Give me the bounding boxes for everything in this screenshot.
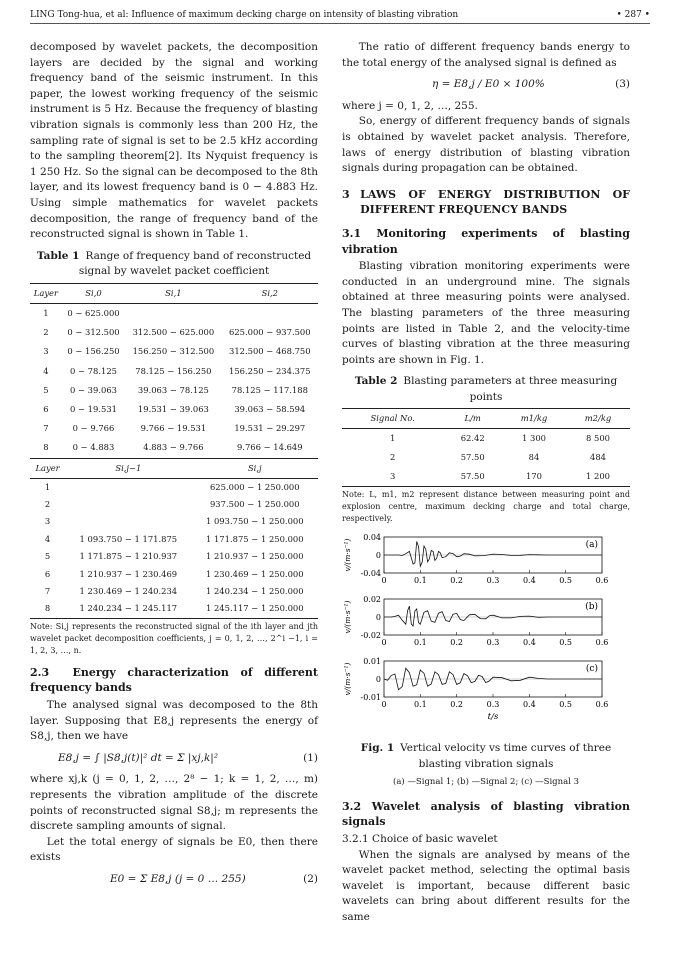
right-column (342, 40, 630, 926)
table-cell: 57.50 (460, 452, 485, 463)
table-cell (222, 303, 318, 323)
table-row (30, 478, 318, 496)
table-cell: 1 171.875 − 1 210.937 (79, 551, 178, 562)
y-tick-label: 0 (375, 551, 381, 561)
figure1-caption: Fig. 1 Vertical velocity vs time curves of three blasting vibration signals (360, 742, 612, 770)
table-cell: 1 200 (566, 467, 630, 487)
paragraph: where j = 0, 1, 2, …, 255. (342, 99, 478, 112)
table-cell: 19.531 − 29.297 (234, 423, 306, 434)
table-header: Layer (30, 283, 62, 303)
x-tick-label: 0.4 (522, 700, 536, 710)
table-row (342, 467, 630, 487)
x-tick-label: 0.5 (559, 700, 573, 710)
table-header: m2/kg (566, 409, 630, 429)
paragraph: decomposed by wavelet packets, the decomposition layers are decided by the signal and working frequency band of the seismic instrument. In this paper, the lowest working frequency of the seismic instrument is 5 Hz. Because the frequency of blasting vibration signals is commonly less than 200 Hz, the sampling rate of signal is set to be 2.5 kHz according to the sampling theorem[2]. Its Nyquist frequency is 1 250 Hz. So the signal can be decomposed to the 8th layer, and its lowest frequency band is 0 − 4.883 Hz. Using simple mathematics for wavelet packets decomposition, the range of frequency band of the reconstructed signal is shown in Table 1. (30, 41, 318, 241)
x-tick-label: 0.2 (450, 576, 464, 586)
figure-1-chart (342, 533, 630, 729)
table-row (30, 496, 318, 513)
table-cell: 156.250 − 234.375 (228, 365, 311, 376)
x-tick-label: 0.6 (595, 576, 609, 586)
table-header: Signal No. (342, 409, 443, 429)
table-row (30, 600, 318, 618)
table-cell: 2 (44, 498, 51, 509)
x-tick-label: 0.3 (486, 700, 500, 710)
table-cell: 1 230.469 − 1 250.000 (205, 568, 304, 579)
table1-part-b (30, 458, 318, 619)
table1-caption: Table 1 Range of frequency band of reconstructed signal by wavelet packet coefficient (36, 249, 312, 278)
table-cell: 84 (528, 452, 540, 463)
x-axis-label: t/s (487, 712, 499, 723)
x-tick-label: 0 (381, 638, 387, 648)
table-cell: 5 (43, 384, 49, 395)
table-cell: 0 − 19.531 (70, 403, 117, 414)
table-cell: 4 (44, 533, 51, 544)
table-cell: 1 210.937 − 1 250.000 (205, 551, 304, 562)
table-row (30, 362, 318, 381)
table-cell: 1 210.937 − 1 230.469 (79, 568, 178, 579)
x-tick-label: 0 (381, 700, 387, 710)
table-cell: 1 (43, 307, 49, 318)
table-cell (65, 478, 191, 496)
y-tick-label: 0.02 (363, 595, 381, 605)
paragraph: Blasting vibration monitoring experiments were conducted in an underground mine. The signals obtained at three measuring points were analysed. The blasting parameters of the three measuring points are listed in Table 2, and the velocity-time curves of blasting vibration at the three measuring points are shown in Fig. 1. (342, 260, 630, 366)
y-tick-label: 0.01 (363, 657, 381, 667)
section-heading-3-2: 3.2 Wavelet analysis of blasting vibration signals (342, 799, 630, 829)
series-line (384, 607, 602, 627)
table-cell: 0 − 78.125 (70, 365, 117, 376)
section-heading-2-3: 2.3 Energy characterization of different frequency bands (30, 665, 318, 695)
table-cell: 3 (44, 516, 51, 527)
table-cell: 1 (44, 481, 51, 492)
equation-2: E0 = Σ E8,j (j = 0 … 255) (2) (110, 872, 318, 885)
equation-1: E8,j = ∫ |S8,j(t)|² dt = Σ |xj,k|² (1) (58, 751, 318, 764)
subsection-heading-3-2-1: 3.2.1 Choice of basic wavelet (342, 833, 498, 846)
table-cell: 7 (44, 585, 51, 596)
table-cell: 78.125 − 156.250 (135, 365, 212, 376)
table-cell: 0 − 156.250 (67, 346, 120, 357)
x-tick-label: 0.3 (486, 576, 500, 586)
x-tick-label: 0.3 (486, 638, 500, 648)
table-cell: 2 (43, 327, 49, 338)
table-cell: 0 − 39.063 (70, 384, 117, 395)
table-row (30, 323, 318, 342)
table-cell: 4 (43, 365, 49, 376)
table-cell: 156.250 − 312.500 (132, 346, 215, 357)
table-cell: 3 (342, 467, 443, 487)
table-cell: 39.063 − 58.594 (234, 403, 306, 414)
table-cell: 170 (502, 467, 566, 487)
panel-label: (b) (585, 602, 598, 613)
table-cell (125, 303, 221, 323)
table-cell: 1 300 (522, 433, 546, 444)
y-axis-label: v/(m·s⁻¹) (343, 601, 352, 634)
table-header: Si,j (192, 458, 318, 478)
table-cell (65, 496, 191, 513)
table-header: Si,1 (125, 283, 221, 303)
x-tick-label: 0.6 (595, 700, 609, 710)
equation-3: η = E8,j / E0 × 100% (3) (432, 78, 630, 91)
table-cell: 625.000 − 937.500 (228, 327, 311, 338)
table-header: Si,0 (62, 283, 125, 303)
table-cell: 5 (44, 551, 51, 562)
table-header: L/m (443, 409, 502, 429)
paragraph: Let the total energy of signals be E0, then there exists (30, 835, 318, 864)
table-row (342, 429, 630, 449)
x-tick-label: 0.1 (413, 700, 427, 710)
x-tick-label: 0.5 (559, 576, 573, 586)
paragraph: The ratio of different frequency bands energy to the total energy of the analysed signal is defined as (342, 41, 630, 69)
table-row (30, 381, 318, 400)
x-tick-label: 0.4 (522, 576, 536, 586)
table2-caption: Table 2 Blasting parameters at three measuring points (354, 375, 618, 403)
x-tick-label: 0.4 (522, 638, 536, 648)
paragraph: where xj,k (j = 0, 1, 2, …, 2⁸ − 1; k = 1, 2, …, m) represents the vibration amplitude of the discrete points of reconstructed signal S8,j; m represents the discrete sampling amounts of signal. (30, 773, 318, 833)
table-cell: 1 245.117 − 1 250.000 (192, 600, 318, 618)
table-cell: 8 500 (586, 433, 610, 444)
running-title: LING Tong-hua, et al: Influence of maximum decking charge on intensity of blasting vibration (30, 10, 459, 20)
table-cell: 8 (30, 600, 65, 618)
table-cell: 1 230.469 − 1 240.234 (79, 585, 178, 596)
y-tick-label: 0 (375, 613, 381, 623)
table-cell: 2 (390, 452, 396, 463)
table-cell: 0 − 4.883 (72, 442, 115, 453)
x-tick-label: 0.2 (450, 700, 464, 710)
table-header: Si,j−1 (65, 458, 191, 478)
table-cell: 8 (43, 442, 49, 453)
table-row (30, 400, 318, 419)
table-cell: 937.500 − 1 250.000 (209, 498, 300, 509)
table-cell: 0 − 312.500 (67, 327, 120, 338)
table-header: m1/kg (502, 409, 566, 429)
table2-note: Note: L, m1, m2 represent distance between measuring point and explosion centre, maximum decking charge and total charge, respectively. (342, 490, 630, 524)
table-row (30, 513, 318, 530)
paragraph: When the signals are analysed by means of the wavelet packet method, selecting the optimal basis wavelet is important, because different basic wavelets can bring about different results for the same (342, 848, 630, 923)
table-cell: 0 − 625.000 (67, 307, 120, 318)
y-tick-label: -0.01 (360, 693, 381, 703)
x-tick-label: 0 (381, 576, 387, 586)
table-cell: 312.500 − 468.750 (228, 346, 311, 357)
table-cell: 1 (390, 433, 396, 444)
table-cell: 484 (590, 452, 606, 463)
table-header: Si,2 (222, 283, 318, 303)
table-cell: 0 − 9.766 (72, 423, 115, 434)
section-heading-3-1: 3.1 Monitoring experiments of blasting vibration (342, 226, 630, 256)
page-number: • 287 • (616, 10, 650, 20)
table-cell: 9.766 − 19.531 (140, 423, 207, 434)
table-row (342, 448, 630, 467)
y-tick-label: 0.04 (363, 533, 381, 543)
table-cell: 4.883 − 9.766 (143, 442, 204, 453)
section-heading-3: 3 LAWS OF ENERGY DISTRIBUTION OF DIFFERENT FREQUENCY BANDS (342, 187, 630, 217)
table-cell: 312.500 − 625.000 (132, 327, 215, 338)
table-cell: 6 (44, 568, 51, 579)
table-row (30, 303, 318, 323)
table-row (30, 438, 318, 457)
table-cell: 3 (43, 346, 49, 357)
table-row (30, 583, 318, 600)
paragraph: The analysed signal was decomposed to the 8th layer. Supposing that E8,j represents the energy of S8,j, then we have (30, 698, 318, 743)
table-row (30, 548, 318, 565)
table1-part-a (30, 283, 318, 458)
figure1-subcaption: (a) —Signal 1; (b) —Signal 2; (c) —Signal 3 (393, 777, 579, 788)
table-cell (65, 513, 191, 530)
table-cell: 1 240.234 − 1 245.117 (65, 600, 191, 618)
y-tick-label: -0.02 (360, 631, 381, 641)
running-header (30, 10, 650, 24)
series-line (384, 542, 602, 567)
paragraph: So, energy of different frequency bands of signals is obtained by wavelet packet analysis. Therefore, laws of energy distribution of blasting vibration signals during propagation can be obtained. (342, 115, 630, 175)
panel-label: (a) (585, 540, 598, 551)
left-column (30, 40, 318, 894)
table-cell: 1 171.875 − 1 250.000 (205, 533, 304, 544)
table-row (30, 419, 318, 438)
table-cell: 6 (43, 403, 49, 414)
table-row (30, 566, 318, 583)
x-tick-label: 0.5 (559, 638, 573, 648)
x-tick-label: 0.1 (413, 638, 427, 648)
table-cell: 1 093.750 − 1 250.000 (205, 516, 304, 527)
y-axis-label: v/(m·s⁻¹) (343, 539, 352, 572)
table-cell: 9.766 − 14.649 (236, 442, 303, 453)
table-cell: 19.531 − 39.063 (137, 403, 209, 414)
table-row (30, 531, 318, 548)
y-tick-label: -0.04 (360, 569, 381, 579)
y-tick-label: 0 (375, 675, 381, 685)
x-tick-label: 0.6 (595, 638, 609, 648)
table-cell: 1 240.234 − 1 250.000 (205, 585, 304, 596)
y-axis-label: v/(m·s⁻¹) (343, 663, 352, 696)
table-cell: 7 (43, 423, 49, 434)
table-cell: 62.42 (460, 433, 485, 444)
table-cell: 39.063 − 78.125 (137, 384, 209, 395)
table-cell: 78.125 − 117.188 (231, 384, 308, 395)
x-tick-label: 0.1 (413, 576, 427, 586)
table-row (30, 342, 318, 361)
table1-note: Note: Si,j represents the reconstructed signal of the ith layer and jth wavelet packet decomposition coefficients, j = 0, 1, 2, …, 2^i −1, i = 1, 2, 3, …, n. (30, 621, 318, 655)
table-cell: 625.000 − 1 250.000 (209, 481, 300, 492)
table-cell: 57.50 (443, 467, 502, 487)
table-cell: 1 093.750 − 1 171.875 (79, 533, 178, 544)
table2 (342, 408, 630, 487)
panel-label: (c) (585, 664, 598, 675)
table-header: Layer (30, 458, 65, 478)
x-tick-label: 0.2 (450, 638, 464, 648)
